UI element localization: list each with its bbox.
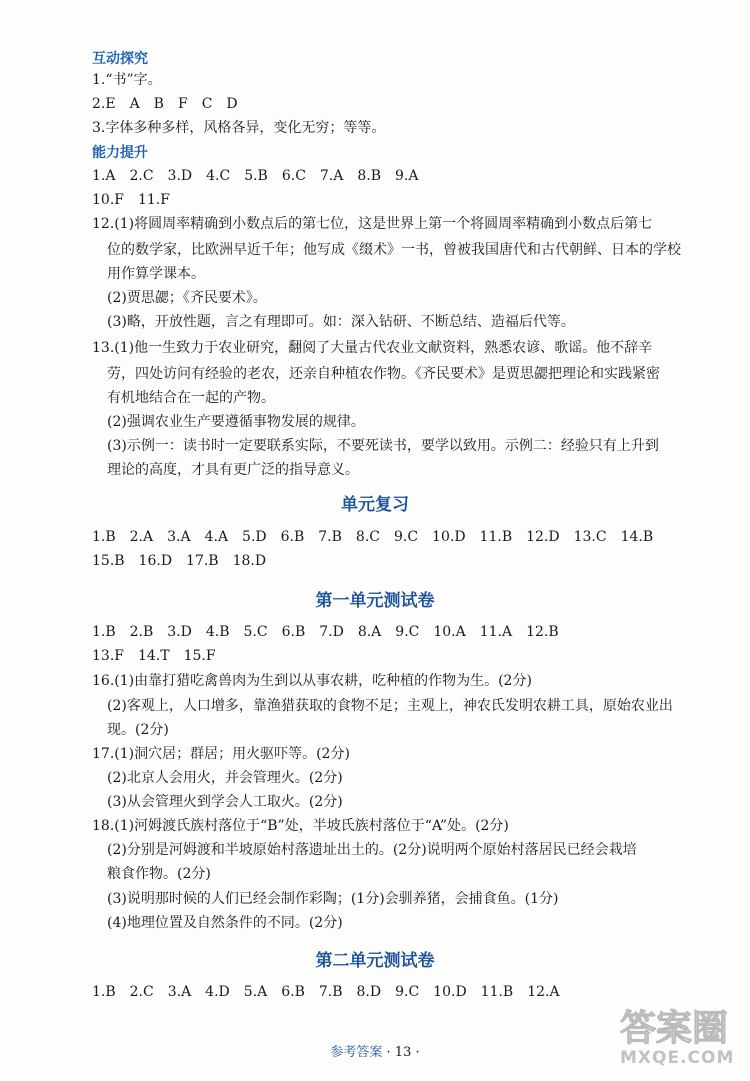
footer-label: 参考答案: [330, 1045, 383, 1060]
answer-line: 12.(1)将圆周率精确到小数点后的第七位，这是世界上第一个将圆周率精确到小数点后第七: [92, 216, 653, 232]
answer-line: 现。(2分): [107, 722, 169, 738]
answer-line: (3)说明那时候的人们已经会制作彩陶；(1分)会驯养猪，会捕食鱼。(1分): [107, 891, 559, 907]
section-label-ability: 能力提升: [92, 145, 148, 161]
watermark-logo: 答案圈: [620, 1008, 729, 1049]
answer-line: 1.A 2.C 3.D 4.C 5.B 6.C 7.A 8.B 9.A: [92, 168, 419, 184]
answer-line: 劳，四处访问有经验的老农，还亲自种植农作物。《齐民要术》是贾思勰把理论和实践紧密: [107, 366, 660, 382]
section-heading-test2: 第二单元测试卷: [315, 951, 435, 971]
answer-line: (3)从会管理火到学会人工取火。(2分): [107, 794, 343, 810]
watermark-url: MXQE.COM: [620, 1048, 735, 1068]
page-number: · 13 ·: [386, 1045, 420, 1060]
answer-line: 1.B 2.B 3.D 4.B 5.C 6.B 7.D 8.A 9.C 10.A 11.A 12.B: [92, 624, 559, 640]
section-heading-test1: 第一单元测试卷: [315, 591, 435, 611]
answer-line: (3)示例一：读书时一定要联系实际，不要死读书，要学以致用。示例二：经验只有上升到: [107, 438, 659, 454]
answer-line: 10.F 11.F: [92, 192, 170, 208]
answer-line: (2)客观上，人口增多，靠渔猎获取的食物不足；主观上，神农氏发明农耕工具，原始农业出: [107, 698, 673, 714]
answer-line: 位的数学家，比欧洲早近千年；他写成《缀术》一书，曾被我国唐代和古代朝鲜、日本的学校: [107, 242, 681, 258]
answer-line: 2.E A B F C D: [92, 96, 238, 112]
answer-line: 13.F 14.T 15.F: [92, 648, 216, 664]
answer-line: 16.(1)由靠打猎吃禽兽肉为生到以从事农耕，吃种植的作物为生。(2分): [92, 673, 532, 689]
answer-line: 1.“书”字。: [92, 72, 162, 88]
answer-line: 1.B 2.A 3.A 4.A 5.D 6.B 7.B 8.C 9.C 10.D 11.B 12.D 13.C 14.B: [92, 529, 654, 545]
answer-line: 1.B 2.C 3.A 4.D 5.A 6.B 7.B 8.D 9.C 10.D 11.B 12.A: [92, 984, 560, 1000]
answer-line: 理论的高度，才具有更广泛的指导意义。: [107, 462, 359, 478]
answer-line: 有机地结合在一起的产物。: [107, 390, 275, 406]
answer-line: 15.B 16.D 17.B 18.D: [92, 553, 267, 569]
answer-line: 粮食作物。(2分): [107, 866, 211, 882]
answer-line: 用作算学课本。: [107, 266, 205, 282]
answer-line: (2)强调农业生产要遵循事物发展的规律。: [107, 414, 365, 430]
section-heading-review: 单元复习: [341, 495, 409, 515]
answer-line: 3.字体多种多样，风格各异，变化无穷；等等。: [92, 120, 386, 136]
answer-line: (3)略，开放性题，言之有理即可。如：深入钻研、不断总结、造福后代等。: [107, 314, 575, 330]
answer-line: 17.(1)洞穴居；群居；用火驱吓等。(2分): [92, 746, 350, 762]
answer-line: (4)地理位置及自然条件的不同。(2分): [107, 915, 343, 931]
answer-line: (2)分别是河姆渡和半坡原始村落遗址出土的。(2分)说明两个原始村落居民已经会栽培: [107, 842, 637, 858]
answer-line: (2)北京人会用火，并会管理火。(2分): [107, 770, 343, 786]
answer-line: (2)贾思勰；《齐民要术》。: [107, 290, 267, 306]
answer-line: 13.(1)他一生致力于农业研究，翻阅了大量古代农业文献资料，熟悉农谚、歌谣。他不辞辛: [92, 340, 653, 356]
watermark: [620, 1000, 745, 1072]
answer-line: 18.(1)河姆渡氏族村落位于“B”处，半坡氏族村落位于“A”处。(2分): [92, 818, 509, 834]
section-label-explore: 互动探究: [92, 51, 148, 67]
